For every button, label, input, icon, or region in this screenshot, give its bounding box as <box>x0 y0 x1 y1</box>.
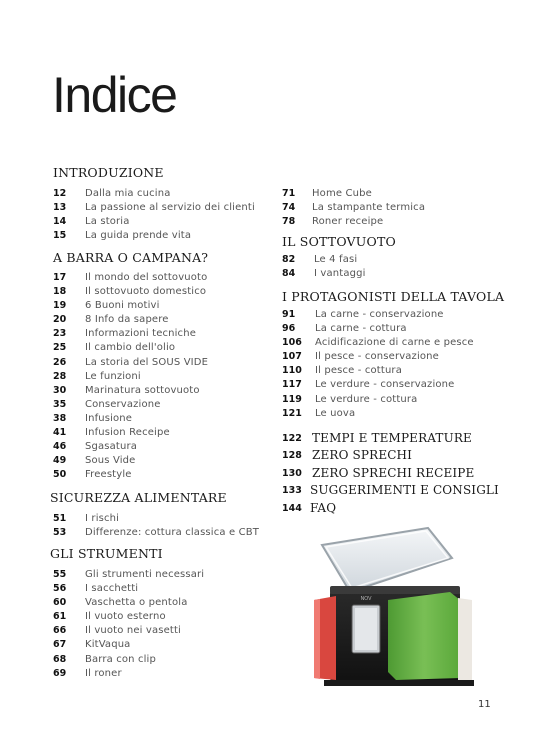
page-ref: 35 <box>53 398 67 410</box>
entry-title: Il pesce - conservazione <box>315 351 439 363</box>
page-number: 11 <box>478 699 491 710</box>
page-ref: 107 <box>282 351 302 363</box>
page-ref: 56 <box>53 583 67 595</box>
entry-title: La carne - cottura <box>315 323 407 335</box>
section-heading-sottovuoto: IL SOTTOVUOTO <box>282 234 396 249</box>
entry-title: Barra con clip <box>85 653 156 665</box>
page-ref: 110 <box>282 365 302 377</box>
page-ref: 28 <box>53 370 67 382</box>
entry-title: Freestyle <box>85 469 132 481</box>
machine-base <box>324 680 474 686</box>
entry-title: Il vuoto nei vasetti <box>85 625 181 637</box>
entry-title: Home Cube <box>312 188 372 199</box>
chapter-title: TEMPI E TEMPERATURE <box>312 431 472 445</box>
entry-title: Il pesce - cottura <box>315 365 402 377</box>
page-ref: 26 <box>53 356 67 368</box>
entry-title: Infusione <box>85 412 133 424</box>
entry-title: La stampante termica <box>312 202 426 214</box>
entry-title: Gli strumenti necessari <box>85 569 205 580</box>
entry-title: Informazioni tecniche <box>85 328 196 340</box>
page-ref: 19 <box>53 300 67 312</box>
entry-title: Marinatura sottovuoto <box>85 384 200 396</box>
page-ref: 106 <box>282 337 302 349</box>
chapter-title: FAQ <box>310 500 337 515</box>
page-ref: 133 <box>282 485 302 497</box>
white-panel <box>458 598 472 682</box>
entry-title: Il mondo del sottovuoto <box>85 272 208 283</box>
entry-title: 6 Buoni motivi <box>85 300 160 312</box>
page-title: Indice <box>52 67 177 123</box>
entry-title: Roner receipe <box>312 216 384 228</box>
page-ref: 38 <box>53 412 67 424</box>
entry-title: Differenze: cottura classica e CBT <box>85 527 260 539</box>
brand-label: NOV <box>360 596 372 602</box>
page-ref: 60 <box>53 597 67 609</box>
entry-title: Il cambio dell'olio <box>85 342 176 354</box>
chapter-title: ZERO SPRECHI <box>312 448 413 463</box>
entry-title: I sacchetti <box>85 583 139 595</box>
entry-title: Le 4 fasi <box>314 254 358 265</box>
entry-title: Vaschetta o pentola <box>85 597 188 609</box>
chapter-title: SUGGERIMENTI E CONSIGLI <box>310 483 499 498</box>
entry-title: Conservazione <box>85 398 161 410</box>
entry-title: Infusion Receipe <box>85 427 170 439</box>
section-heading-introduzione: INTRODUZIONE <box>53 165 164 180</box>
page-ref: 14 <box>53 216 67 228</box>
entry-title: Il vuoto esterno <box>85 611 166 623</box>
entry-title: Il roner <box>85 667 122 679</box>
entry-title: 8 Info da sapere <box>85 314 169 326</box>
chapter-title: ZERO SPRECHI RECEIPE <box>312 465 475 480</box>
green-panel <box>388 592 460 680</box>
page-ref: 128 <box>282 450 302 462</box>
page-ref: 25 <box>53 342 67 354</box>
entry-title: Il sottovuoto domestico <box>85 286 207 298</box>
page-ref: 20 <box>53 314 67 326</box>
page-ref: 17 <box>53 272 67 283</box>
page-ref: 51 <box>53 513 67 524</box>
page-ref: 41 <box>53 427 67 439</box>
page-ref: 121 <box>282 407 302 419</box>
page-ref: 61 <box>53 611 67 623</box>
page-ref: 66 <box>53 625 67 637</box>
section-heading-protagonisti: I PROTAGONISTI DELLA TAVOLA <box>282 289 505 304</box>
page-ref: 55 <box>53 569 67 580</box>
entry-title: La carne - conservazione <box>315 309 444 320</box>
page-ref: 82 <box>282 254 296 265</box>
page-ref: 71 <box>282 188 296 199</box>
entry-title: I vantaggi <box>314 268 366 280</box>
display-glare <box>355 608 377 650</box>
entry-title: La storia del SOUS VIDE <box>85 356 209 368</box>
page-ref: 18 <box>53 286 67 298</box>
page-ref: 69 <box>53 667 67 679</box>
entry-title: Dalla mia cucina <box>85 188 171 199</box>
page-ref: 96 <box>282 323 296 335</box>
page-ref: 130 <box>282 467 302 479</box>
page-ref: 78 <box>282 216 296 228</box>
entry-title: Le uova <box>315 407 356 419</box>
page-ref: 144 <box>282 502 302 514</box>
page-ref: 122 <box>282 433 302 444</box>
page-ref: 84 <box>282 268 296 280</box>
page-ref: 68 <box>53 653 67 665</box>
page-ref: 30 <box>53 384 67 396</box>
page-ref: 119 <box>282 393 302 405</box>
section-heading-strumenti: GLI STRUMENTI <box>50 546 163 561</box>
page-ref: 23 <box>53 328 67 340</box>
vacuum-machine-image <box>300 520 485 690</box>
page-ref: 50 <box>53 469 67 481</box>
page-ref: 53 <box>53 527 67 539</box>
entry-title: Acidificazione di carne e pesce <box>315 337 474 349</box>
entry-title: Le funzioni <box>85 370 141 382</box>
entry-title: La storia <box>85 216 130 228</box>
entry-title: KitVaqua <box>85 639 131 651</box>
red-panel-edge <box>314 599 320 679</box>
entry-title: La guida prende vita <box>85 230 192 242</box>
page-ref: 117 <box>282 379 302 391</box>
page-ref: 67 <box>53 639 67 651</box>
entry-title: I rischi <box>85 513 120 524</box>
machine-top <box>330 586 460 594</box>
page-ref: 74 <box>282 202 296 214</box>
section-heading-campana: A BARRA O CAMPANA? <box>53 250 209 265</box>
page-ref: 13 <box>53 202 67 214</box>
entry-title: Le verdure - conservazione <box>315 379 455 391</box>
section-heading-sicurezza: SICUREZZA ALIMENTARE <box>50 490 227 505</box>
page-ref: 49 <box>53 455 67 467</box>
page-ref: 12 <box>53 188 67 199</box>
entry-title: Sous Vide <box>85 455 136 467</box>
page-ref: 91 <box>282 309 296 320</box>
page-ref: 15 <box>53 230 67 242</box>
entry-title: Sgasatura <box>85 441 138 453</box>
page-ref: 46 <box>53 441 67 453</box>
entry-title: La passione al servizio dei clienti <box>85 202 255 214</box>
entry-title: Le verdure - cottura <box>315 393 418 405</box>
